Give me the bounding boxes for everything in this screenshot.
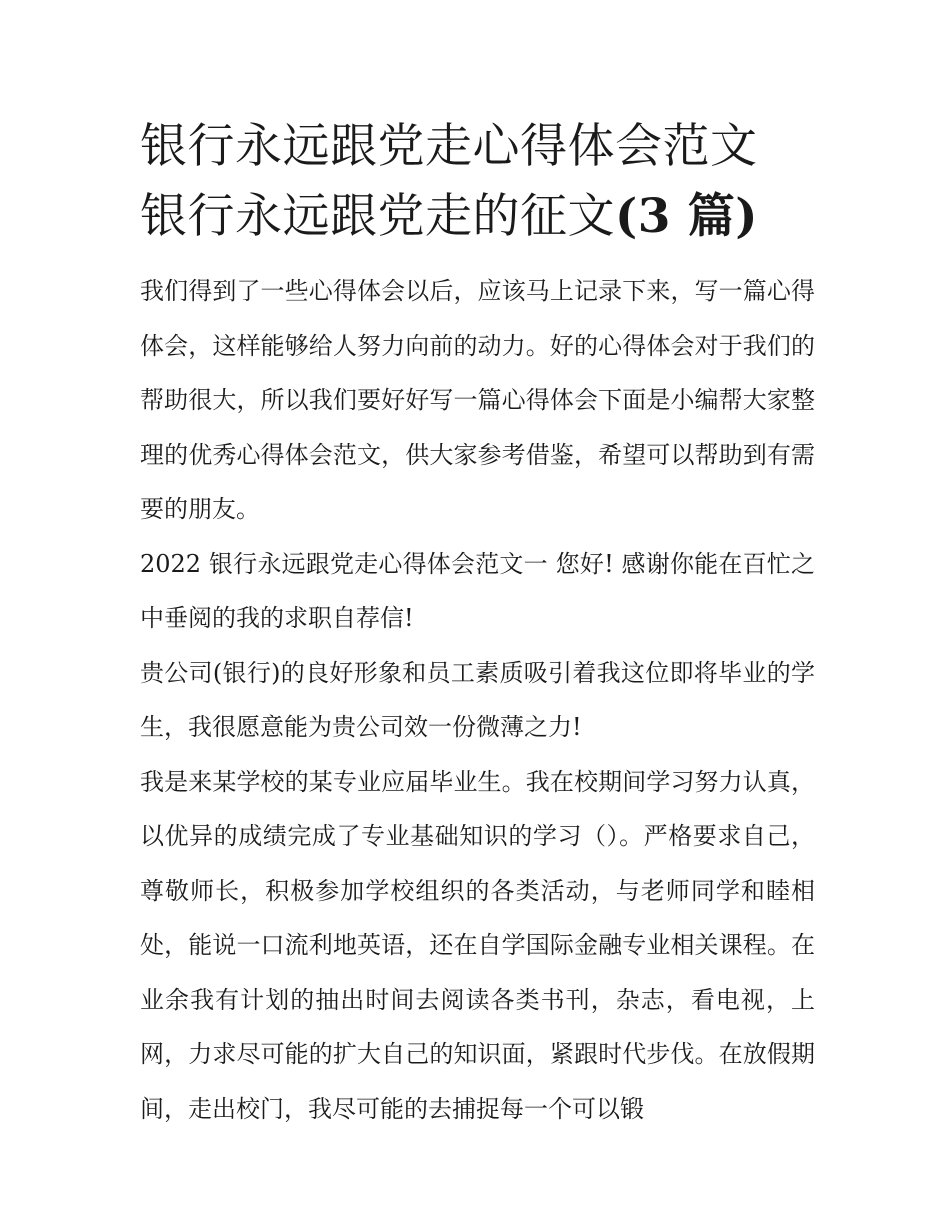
title-line-2-text: 银行永远跟党走的征文	[140, 189, 615, 244]
title-line-2-suffix: (3 篇)	[615, 189, 759, 244]
company-paragraph: 贵公司(银行)的良好形象和员工素质吸引着我这位即将毕业的学生，我很愿意能为贵公司效一份微薄之力!	[140, 658, 815, 741]
essay-one-opening: 2022 银行永远跟党走心得体会范文一 您好! 感谢你能在百忙之中垂阅的我的求职自荐信!	[140, 549, 815, 632]
document-title	[140, 112, 815, 252]
title-line-1: 银行永远跟党走心得体会范文	[140, 119, 758, 174]
document-body	[140, 264, 815, 1136]
self-introduction-paragraph: 我是来某学校的某专业应届毕业生。我在校期间学习努力认真，以优异的成绩完成了专业基础知识的学习（）。严格要求自己，尊敬师长，积极参加学校组织的各类活动，与老师同学和睦相处，能说一口流利地英语，还在自学国际金融专业相关课程。在业余我有计划的抽出时间去阅读各类书刊，杂志，看电视，上网，力求尽可能的扩大自己的知识面，紧跟时代步伐。在放假期间，走出校门，我尽可能的去捕捉每一个可以锻	[140, 767, 815, 1123]
document-page	[140, 112, 815, 1136]
title-line-2	[140, 182, 815, 252]
intro-paragraph: 我们得到了一些心得体会以后，应该马上记录下来，写一篇心得体会，这样能够给人努力向前的动力。好的心得体会对于我们的帮助很大，所以我们要好好写一篇心得体会下面是小编帮大家整理的优秀心得体会范文，供大家参考借鉴，希望可以帮助到有需要的朋友。	[140, 277, 815, 523]
